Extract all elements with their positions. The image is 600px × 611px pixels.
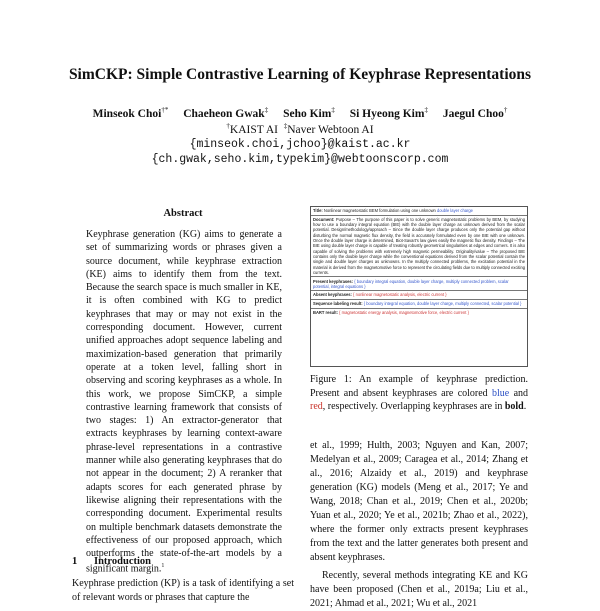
paragraph-recent-methods: Recently, several methods integrating KE and KG have been proposed (Chen et al., 2019a; Liu et al., 2021; Ahmad et al., 2021; Wu et al., 2021 bbox=[310, 570, 528, 609]
abstract-body: Keyphrase generation (KG) aims to generate a set of summarizing words or phrases given a source document, while keyphrase extraction (KE) aims to identify them from the text. Because the search space is much smaller in KE, it is often combined with KG to predict keyphrases that may or may not exist in the corresponding document. However, current unified approaches adopt sequence labeling and maximization-based generation that primarily operate at a token level, falling short in observing and scoring keyphrases as a whole. In this work, we propose SimCKP, a simple contrastive learning framework that consists of two stages: 1) An extractor-generator that extracts keyphrases by learning context-aware phrase-level representations in a contrastive manner while also generating keyphrases that do not appear in the document; 2) A reranker that adapts scores for each generated phrase by likewise aligning their representations with the corresponding document. Experimental results on multiple benchmark datasets demonstrate the effectiveness of our proposed approach, which outperforms the state-of-the-art models by a significant margin.$^1$ bbox=[86, 229, 282, 575]
figure-title-row: Title: Nonlinear magnetostatic BEM formulation using one unknown double layer charge bbox=[311, 207, 527, 216]
right-column-body bbox=[310, 439, 528, 611]
footnote-mark: 1 bbox=[161, 563, 165, 570]
author-2: Chaeheon Gwak‡ bbox=[183, 106, 269, 120]
figure-bart-result: BART result: { magnetostatic energy analysis, magnetomotive force, electric current } bbox=[313, 309, 469, 315]
figure-document-row: Document: Purpose – The purpose of this paper is to solve generic magnetostatic problems by BEM, by studying how to use a boundary integral equation (BIE) with the double layer charge as unknown derived from the scalar potential. Design/methodology/approach – Since the double layer charge produces only the potential gap without disturbing the normal magnetic flux density, the field is accurately formulated even by one BIE with one unknown. Once the double layer charge is determined, Biot-Savart's law gives easily the magnetic flux density. Findings – The BIE using double layer charge is capable of treating robustly geometrical singularities at edges and corners. It is also capable of solving the problems with extremely high magnetic permeability. Originality/value – The proposed BIE contains only the double layer charge while the conventional equations derived from the scalar potential contain the single and double layer charges as unknowns. In the multiply connected problems, the excitation potential in the material is derived from the magnetomotive force to represent the circulating fields due to multiply connected exciting currents. bbox=[311, 216, 527, 278]
email-kaist: {minseok.choi,jchoo}@kaist.ac.kr bbox=[189, 138, 411, 151]
author-5: Jaegul Choo† bbox=[442, 106, 508, 120]
author-1: Minseok Choi†* bbox=[92, 106, 169, 120]
author-4: Si Hyeong Kim‡ bbox=[349, 106, 428, 120]
affiliation-kaist: KAIST AI bbox=[229, 123, 278, 136]
figure-sequence-labeling-result: Sequence labeling result: { boundary integral equation, double layer charge, multiply connected, scalar potential } bbox=[311, 300, 527, 309]
figure-1-box bbox=[310, 206, 528, 367]
paragraph-related-work: et al., 1999; Hulth, 2003; Nguyen and Kan, 2007; Medelyan et al., 2009; Caragea et al., 2014; Zhang et al., 2016; Alzaidy et al., 2019) and keyphrase generation (KG) models (Meng et al., 2017; Ye and Wang, 2018; Chan et al., 2019; Chen et al., 2020b; Yuan et al., 2020; Ye et al., 2021b; Zhao et al., 2022), where the former only extracts present keyphrases from the text and the latter generates both present and absent keyphrases. bbox=[310, 440, 528, 563]
introduction-body: Keyphrase prediction (KP) is a task of identifying a set of relevant words or phrases that capture the bbox=[72, 578, 294, 603]
section-heading-introduction: 1 Introduction bbox=[72, 556, 151, 567]
affiliations: †KAIST AI ‡Naver Webtoon AI bbox=[226, 122, 374, 136]
author-3: Seho Kim‡ bbox=[283, 106, 335, 120]
email-naver: {ch.gwak,seho.kim,typekim}@webtoonscorp.com bbox=[151, 153, 449, 166]
author-list bbox=[0, 106, 600, 120]
affiliation-naver: Naver Webtoon AI bbox=[287, 123, 374, 136]
paper-title: SimCKP: Simple Contrastive Learning of Keyphrase Representations bbox=[68, 66, 532, 83]
figure-present-keyphrases: Present keyphrases: { boundary integral equation, double layer charge, multiply connected problem, scalar potential, integral equations } bbox=[311, 277, 527, 291]
figure-absent-keyphrases: Absent keyphrases: { nonlinear magnetostatic analysis, electric current } bbox=[311, 291, 527, 300]
abstract-heading: Abstract bbox=[163, 208, 203, 219]
figure-1-caption: Figure 1: An example of keyphrase prediction. Present and absent keyphrases are colored blue and red, respectively. Overlapping keyphrases are in bold. bbox=[310, 374, 529, 412]
